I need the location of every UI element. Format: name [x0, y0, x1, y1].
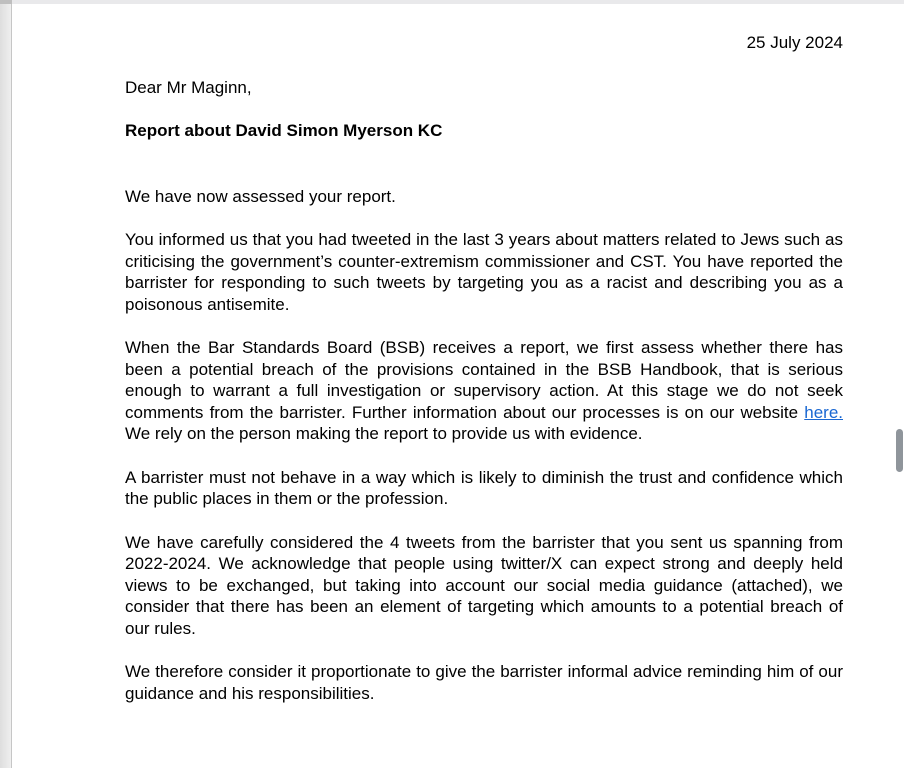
- paragraph-report-details: You informed us that you had tweeted in the last 3 years about matters related to Jews such as criticising the government’s counter-extremism commissioner and CST. You have reported the barrister for responding to such tweets by targeting you as a racist and describing you as a poisonous antisemite.: [125, 230, 843, 314]
- window-edge-left-cap: [0, 0, 12, 4]
- paragraph-tweets-considered: We have carefully considered the 4 tweets from the barrister that you sent us spanning from 2022-2024. We acknowledge that people using twitter/X can expect strong and deeply held views to be exchanged, but taking into account our social media guidance (attached), we consider that there has been an element of targeting which amounts to a potential breach of our rules.: [125, 532, 843, 638]
- window-edge-top: [12, 0, 904, 4]
- letter-subject: Report about David Simon Myerson KC: [125, 121, 443, 140]
- scrollbar-thumb[interactable]: [896, 429, 903, 472]
- paragraph-bsb-process-text-after: We rely on the person making the report to provide us with evidence.: [125, 424, 643, 443]
- letter-document: [125, 32, 843, 704]
- paragraph-bsb-process-text: When the Bar Standards Board (BSB) receives a report, we first assess whether there has been a potential breach of the provisions contained in the BSB Handbook, that is serious enough to warrant a full investigation or supervisory action. At this stage we do not seek comments from the barrister. Further information about our processes is on our website: [125, 338, 843, 422]
- paragraph-outcome: We therefore consider it proportionate to give the barrister informal advice reminding him of our guidance and his responsibilities.: [125, 662, 843, 703]
- here-link[interactable]: here.: [804, 402, 843, 422]
- paragraph-bsb-process: [125, 337, 843, 445]
- paragraph-barrister-duty: A barrister must not behave in a way which is likely to diminish the trust and confidence which the public places in them or the profession.: [125, 467, 843, 508]
- letter-date: 25 July 2024: [746, 33, 843, 52]
- paragraph-assessed: We have now assessed your report.: [125, 186, 396, 206]
- window-edge-left: [0, 0, 12, 768]
- letter-salutation: Dear Mr Maginn,: [125, 77, 252, 97]
